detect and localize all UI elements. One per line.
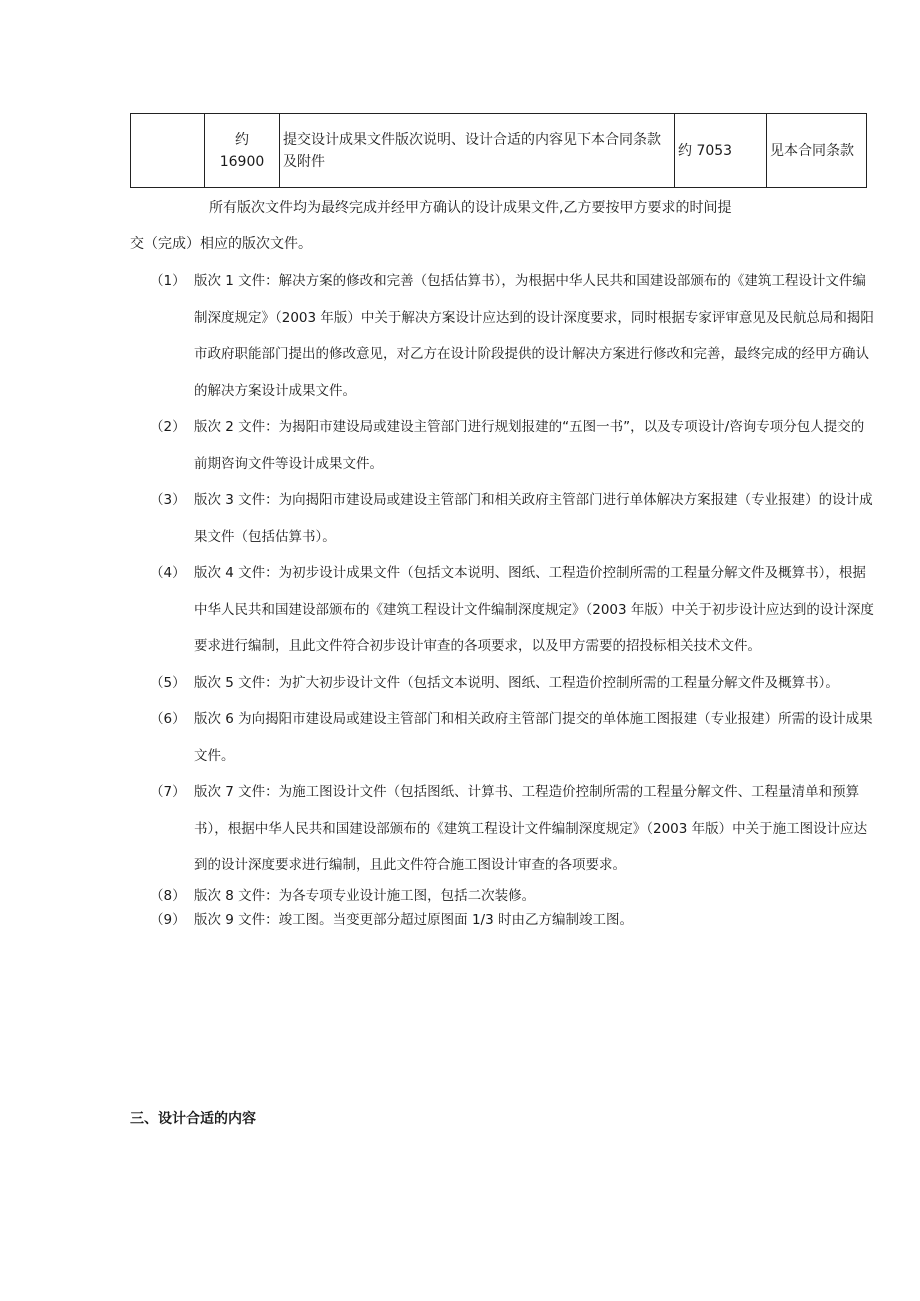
table-cell-amount: [205, 114, 280, 188]
list-item-number: （5）: [150, 674, 186, 691]
list-item-number: （7）: [150, 784, 186, 800]
list-item-text: 版次 7 文件：为施工图设计文件（包括图纸、计算书、工程造价控制所需的工程量分解文件、工程量清单和预算书），根据中华人民共和国建设部颁布的《建筑工程设计文件编制深度规定》（2003 年版）中关于施工图设计应达到的设计深度要求进行编制，且此文件符合施工图设计审查的各项要求。: [194, 784, 868, 873]
amount-value: 16900: [219, 153, 265, 170]
table-cell-value: 约 7053: [675, 114, 767, 188]
section-heading: 三、设计合适的内容: [130, 1111, 256, 1127]
list-item: [150, 665, 874, 702]
list-item-text: 版次 6 为向揭阳市建设局或建设主管部门和相关政府主管部门提交的单体施工图报建（专业报建）所需的设计成果文件。: [194, 711, 873, 764]
table-cell-note: 见本合同条款: [767, 114, 867, 188]
summary-table: [130, 113, 867, 188]
amount-prefix: 约: [235, 131, 249, 148]
list-item-text: 版次 8 文件：为各专项专业设计施工图，包括二次装修。: [194, 887, 536, 904]
list-item: [150, 409, 874, 482]
version-list: [150, 263, 874, 932]
table-cell-description: 提交设计成果文件版次说明、设计合适的内容见下本合同条款及附件: [280, 114, 675, 188]
intro-line-2: 交（完成）相应的版次文件。: [130, 236, 312, 252]
list-item-number: （3）: [150, 492, 186, 508]
list-item-number: （4）: [150, 565, 186, 581]
list-item: [150, 555, 874, 665]
list-item-text: 版次 5 文件：为扩大初步设计文件（包括文本说明、图纸、工程造价控制所需的工程量分解文件及概算书）。: [194, 674, 839, 691]
list-item-number: （6）: [150, 711, 186, 727]
list-item-text: 版次 2 文件：为揭阳市建设局或建设主管部门进行规划报建的“五图一书”，以及专项设计/咨询专项分包人提交的前期咨询文件等设计成果文件。: [194, 419, 865, 472]
list-item: [150, 482, 874, 555]
intro-paragraph: [130, 190, 870, 262]
list-item-text: 版次 4 文件：为初步设计成果文件（包括文本说明、图纸、工程造价控制所需的工程量分解文件及概算书），根据中华人民共和国建设部颁布的《建筑工程设计文件编制深度规定》（2003 年版）中关于初步设计应达到的设计深度要求进行编制，且此文件符合初步设计审查的各项要求，以及甲方需要的招投标相关技术文件。: [194, 565, 874, 654]
list-item: [150, 908, 874, 932]
list-item-text: 版次 9 文件：竣工图。当变更部分超过原图面 1/3 时由乙方编制竣工图。: [194, 911, 633, 928]
list-item-number: （1）: [150, 273, 186, 289]
list-item-text: 版次 1 文件：解决方案的修改和完善（包括估算书），为根据中华人民共和国建设部颁布的《建筑工程设计文件编制深度规定》（2003 年版）中关于解决方案设计应达到的设计深度要求，同时根据专家评审意见及民航总局和揭阳市政府职能部门提出的修改意见，对乙方在设计阶段提供的设计解决方案进行修改和完善，最终完成的经甲方确认的解决方案设计成果文件。: [194, 273, 874, 399]
list-item-text: 版次 3 文件：为向揭阳市建设局或建设主管部门和相关政府主管部门进行单体解决方案报建（专业报建）的设计成果文件（包括估算书）。: [194, 492, 873, 545]
list-item-number: （2）: [150, 419, 186, 435]
list-item: [150, 774, 874, 884]
intro-line-1: 所有版次文件均为最终完成并经甲方确认的设计成果文件,乙方要按甲方要求的时间提: [209, 200, 732, 216]
list-item: [150, 701, 874, 774]
table-cell-empty: [131, 114, 205, 188]
list-item: [150, 884, 874, 908]
list-item-number: （8）: [150, 887, 186, 904]
list-item-number: （9）: [150, 911, 186, 928]
table-row: [131, 114, 867, 188]
list-item: [150, 263, 874, 409]
